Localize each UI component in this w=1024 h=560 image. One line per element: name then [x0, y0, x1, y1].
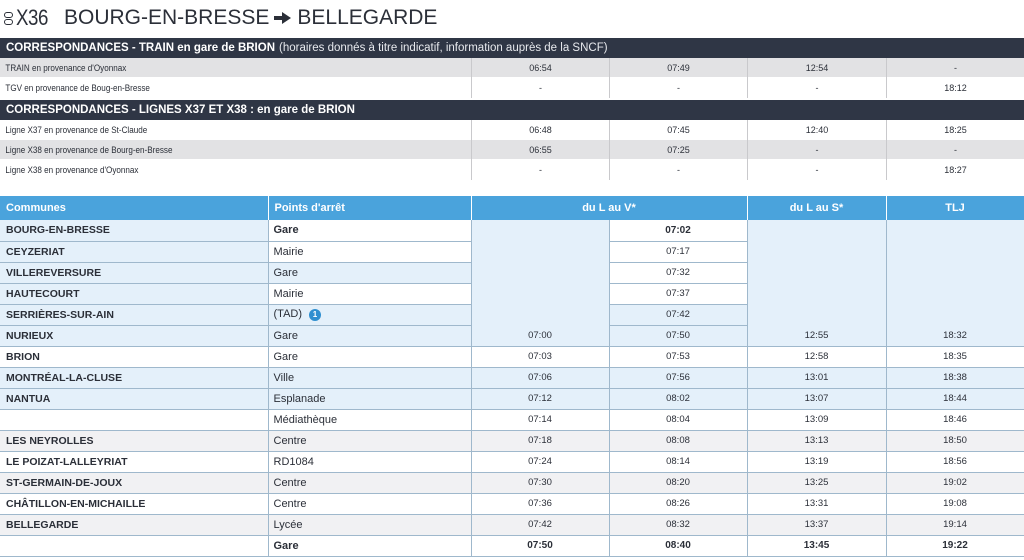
time-cell: 07:00 [471, 325, 609, 346]
page-header [4, 5, 437, 31]
commune-cell: LE POIZAT-LALLEYRIAT [0, 451, 268, 472]
correspondence-label: Ligne X37 en provenance de St-Claude [5, 124, 148, 135]
time-cell: 08:20 [609, 472, 747, 493]
section-title: CORRESPONDANCES - TRAIN en gare de BRION [6, 42, 276, 54]
time-cell: 07:53 [609, 346, 747, 367]
commune-cell: HAUTECOURT [0, 283, 268, 304]
time-cell: 13:19 [747, 451, 886, 472]
table-row [0, 325, 1024, 346]
train-correspondences-title [0, 38, 1024, 58]
time-cell: 19:22 [886, 535, 1024, 556]
timetable-header-row [0, 196, 1024, 220]
time-cell: 13:45 [747, 535, 886, 556]
stop-cell: Gare [268, 535, 471, 556]
time-cell: 13:13 [747, 430, 886, 451]
stop-cell [268, 304, 471, 325]
time-cell: 18:38 [886, 367, 1024, 388]
correspondence-time: 06:48 [471, 120, 609, 140]
info-icon[interactable]: 1 [309, 309, 321, 321]
commune-cell: SERRIÈRES-SUR-AIN [0, 304, 268, 325]
time-cell: 07:56 [609, 367, 747, 388]
correspondence-row [0, 58, 1024, 78]
correspondence-time: - [609, 160, 747, 180]
stop-label: (TAD) [273, 308, 303, 321]
correspondence-time: - [471, 160, 609, 180]
empty-time-cell [886, 220, 1024, 325]
time-cell: 07:02 [609, 220, 747, 241]
time-cell: 08:08 [609, 430, 747, 451]
table-row [0, 535, 1024, 556]
time-cell: 18:44 [886, 388, 1024, 409]
time-cell: 08:02 [609, 388, 747, 409]
commune-cell [0, 409, 268, 430]
correspondence-label: TGV en provenance de Boug-en-Bresse [5, 82, 150, 93]
column-header-weekdays: du L au V* [471, 196, 747, 220]
line-code: X36 [16, 5, 49, 30]
stop-cell: Centre [268, 493, 471, 514]
time-cell: 13:09 [747, 409, 886, 430]
commune-cell: MONTRÉAL-LA-CLUSE [0, 367, 268, 388]
commune-cell: ST-GERMAIN-DE-JOUX [0, 472, 268, 493]
commune-cell [0, 535, 268, 556]
time-cell: 13:25 [747, 472, 886, 493]
correspondence-time: 12:54 [747, 58, 886, 78]
commune-cell: BELLEGARDE [0, 514, 268, 535]
empty-time-cell [747, 220, 886, 325]
time-cell: 07:14 [471, 409, 609, 430]
column-header-communes: Communes [0, 196, 268, 220]
time-cell: 07:37 [609, 283, 747, 304]
column-header-mon-sat: du L au S* [747, 196, 886, 220]
line-correspondences-title [0, 100, 1024, 120]
time-cell: 07:32 [609, 262, 747, 283]
stop-cell: Mairie [268, 241, 471, 262]
time-cell: 18:56 [886, 451, 1024, 472]
stop-cell: Centre [268, 472, 471, 493]
route-destination: BELLEGARDE [297, 6, 438, 29]
time-cell: 07:50 [471, 535, 609, 556]
correspondence-time: 18:25 [886, 120, 1024, 140]
correspondence-time: 07:25 [609, 140, 747, 160]
stop-cell: Gare [268, 262, 471, 283]
correspondence-time: - [886, 58, 1024, 78]
time-cell: 08:04 [609, 409, 747, 430]
time-cell: 07:42 [471, 514, 609, 535]
correspondence-time: 12:40 [747, 120, 886, 140]
section-title: CORRESPONDANCES - LIGNES X37 ET X38 : en gare de BRION [6, 104, 355, 116]
time-cell: 07:06 [471, 367, 609, 388]
stop-cell: Gare [268, 220, 471, 241]
time-cell: 07:30 [471, 472, 609, 493]
commune-cell: NURIEUX [0, 325, 268, 346]
empty-time-cell [471, 220, 609, 325]
table-row [0, 220, 1024, 241]
time-cell: 07:12 [471, 388, 609, 409]
correspondence-time: - [747, 140, 886, 160]
time-cell: 18:50 [886, 430, 1024, 451]
stop-cell: Médiathèque [268, 409, 471, 430]
time-cell: 07:42 [609, 304, 747, 325]
stop-cell: Ville [268, 367, 471, 388]
time-cell: 12:55 [747, 325, 886, 346]
correspondence-row [0, 160, 1024, 180]
time-cell: 18:46 [886, 409, 1024, 430]
commune-cell: LES NEYROLLES [0, 430, 268, 451]
time-cell: 19:14 [886, 514, 1024, 535]
commune-cell: CEYZERIAT [0, 241, 268, 262]
correspondence-time: 18:27 [886, 160, 1024, 180]
correspondence-row [0, 120, 1024, 140]
correspondence-label: Ligne X38 en provenance de Bourg-en-Bresse [5, 144, 173, 155]
column-header-daily: TLJ [886, 196, 1024, 220]
time-cell: 13:31 [747, 493, 886, 514]
train-correspondences [0, 38, 1024, 98]
time-cell: 13:37 [747, 514, 886, 535]
time-cell: 07:03 [471, 346, 609, 367]
stop-cell: Mairie [268, 283, 471, 304]
correspondence-time: - [471, 78, 609, 98]
time-cell: 13:07 [747, 388, 886, 409]
commune-cell: CHÂTILLON-EN-MICHAILLE [0, 493, 268, 514]
time-cell: 19:08 [886, 493, 1024, 514]
table-row [0, 472, 1024, 493]
bus-line-icon [4, 11, 14, 25]
correspondence-time: 07:49 [609, 58, 747, 78]
correspondence-time: 07:45 [609, 120, 747, 140]
table-row [0, 388, 1024, 409]
line-correspondences [0, 100, 1024, 180]
time-cell: 08:40 [609, 535, 747, 556]
correspondence-label: TRAIN en provenance d'Oyonnax [5, 62, 127, 73]
time-cell: 07:50 [609, 325, 747, 346]
arrow-right-icon [274, 11, 292, 25]
table-row [0, 514, 1024, 535]
time-cell: 07:36 [471, 493, 609, 514]
time-cell: 13:01 [747, 367, 886, 388]
stop-cell: Centre [268, 430, 471, 451]
correspondence-time: 18:12 [886, 78, 1024, 98]
stop-cell: Lycée [268, 514, 471, 535]
time-cell: 07:18 [471, 430, 609, 451]
correspondence-time: - [886, 140, 1024, 160]
time-cell: 07:24 [471, 451, 609, 472]
time-cell: 07:17 [609, 241, 747, 262]
table-row [0, 346, 1024, 367]
correspondence-row [0, 78, 1024, 98]
table-row [0, 367, 1024, 388]
commune-cell: VILLEREVERSURE [0, 262, 268, 283]
correspondence-label: Ligne X38 en provenance d'Oyonnax [5, 164, 139, 175]
correspondence-time: - [747, 78, 886, 98]
column-header-stops: Points d'arrêt [268, 196, 471, 220]
time-cell: 08:32 [609, 514, 747, 535]
commune-cell: NANTUA [0, 388, 268, 409]
stop-cell: Gare [268, 325, 471, 346]
time-cell: 19:02 [886, 472, 1024, 493]
commune-cell: BRION [0, 346, 268, 367]
table-row [0, 430, 1024, 451]
section-note: (horaires donnés à titre indicatif, information auprès de la SNCF) [279, 42, 608, 54]
stop-cell: Esplanade [268, 388, 471, 409]
table-row [0, 409, 1024, 430]
time-cell: 12:58 [747, 346, 886, 367]
time-cell: 08:26 [609, 493, 747, 514]
commune-cell: BOURG-EN-BRESSE [0, 220, 268, 241]
time-cell: 18:35 [886, 346, 1024, 367]
correspondence-time: 06:54 [471, 58, 609, 78]
time-cell: 18:32 [886, 325, 1024, 346]
correspondence-row [0, 140, 1024, 160]
stop-cell: RD1084 [268, 451, 471, 472]
table-row [0, 493, 1024, 514]
correspondence-time: - [609, 78, 747, 98]
correspondence-time: 06:55 [471, 140, 609, 160]
route-origin: BOURG-EN-BRESSE [64, 6, 270, 29]
table-row [0, 451, 1024, 472]
stop-cell: Gare [268, 346, 471, 367]
correspondence-time: - [747, 160, 886, 180]
time-cell: 08:14 [609, 451, 747, 472]
timetable [0, 196, 1024, 557]
